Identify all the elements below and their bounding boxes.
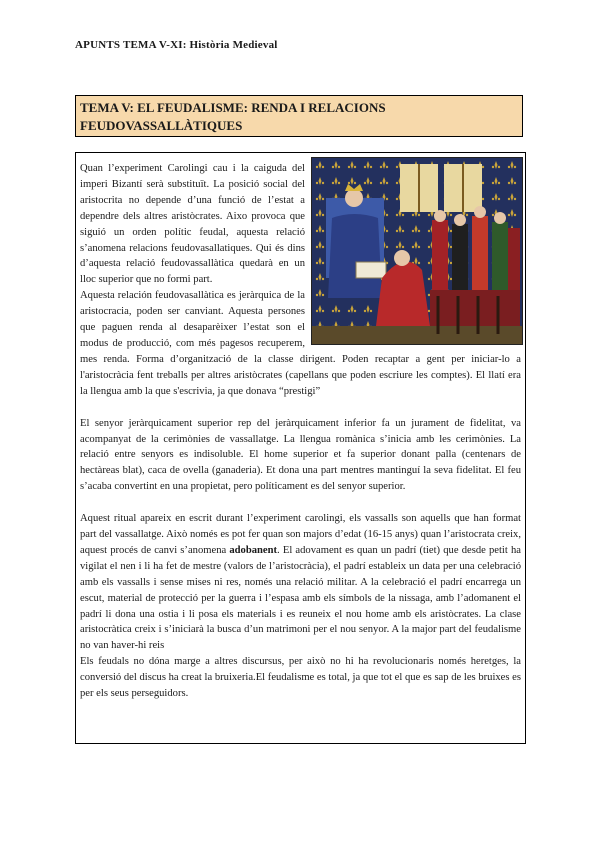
paragraph-5: Els feudals no dóna marge a altres discursus, per això no hi ha revolucionaris només heretges, la conversió del discus ha creat la bruixeria.El feudalisme es total, ja que tot el que es sap de les bruixes es per els seus perseguidors.	[80, 656, 521, 700]
paragraph-4-text-a: Aquest ritual apareix en escrit durant l’experiment carolingi, els vassalls son aquells que han format part del vassallatge. Això només es pot fer quan son majors d’edat (16-15 anys) quan l’aristocrata creix, aquest procés de canvi s’anomena	[80, 513, 521, 556]
paragraph-2: Aquesta relación feudovasallàtica es jeràrquica de la aristocracia, poden ser canviant. Aquesta persones que paguen renda al desaparèixer l’estat son el modus de producció, com més pagesos recuperem, mes renda. Forma d’organització de la classe dirigent. Poden recaptar a gent per iniciar-lo a l'aristocràcia fent treballs per altres aristòcrates (capellans que poden escriure les comptes). El llatí era la llengua amb la que s'escrivia, ja que donava “prestigi”	[80, 290, 521, 397]
medieval-painting-icon	[311, 157, 523, 345]
content-box	[75, 152, 526, 744]
page-header: APUNTS TEMA V-XI: Història Medieval	[75, 39, 278, 51]
chapter-title-box	[75, 95, 523, 137]
paragraph-4	[80, 511, 521, 654]
chapter-title-line-2: FEUDOVASSALLÀTIQUES	[80, 118, 243, 133]
chapter-title-line-1: TEMA V: EL FEUDALISME: RENDA I RELACIONS	[80, 100, 386, 115]
paragraph-4-text-b: . El adovament es quan un padrí (tiet) que desde petit ha vigilat el nen i li ha fet de mestre (valors de l’aristocràcia), el padrí estableix un data per una celebració amb els vassalls i sense mises ni res, només una relació militar. A la celebració el padrí encarrega un escut, material de protecció per la guerra i l’espasa amb els símbols de la nissaga, amb l’adomanent el padrí li dona una ostia i li posa els materials i es reuneix el nou home amb els aristòcrates. La clase aristocràtica creix i s’iniciarà la busca d’un matrimoni per el nou senyor. A la major part del feudalisme no van haver-hi reis	[80, 544, 521, 652]
paragraph-4-bold-term: adobanent	[229, 544, 278, 556]
paragraph-3: El senyor jeràrquicament superior rep del jeràrquicament inferior fa un jurament de fidelitat, va acompanyat de la cerimònies de vassallatge. La llengua romànica s’inicia amb les cerimònies. La relació entre senyors es indisoluble. El home superior et fa superior donant palla (centenars de hectàreas blat), caca de ovella (ganaderia). Et dona una part mentres mantinguí la seva fidelitat. El feu s’acaba convertint en una propietat, pero políticament es del senyor superior.	[80, 417, 521, 493]
paragraph-1: Quan l’experiment Carolingi cau i la caiguda del imperi Bizantí serà substituït. La posició social del aristocrita no depende d’una funció de l’estat a dependre dels altres aristòcrates. Aixo provoca que siguió un orden polític feudal, aquesta relació s’anomena relacions feudovasallatiques. Qui és dins d’aquesta relació feudovassallàtica quedarà en un lloc superior que no formi part.	[80, 163, 305, 286]
